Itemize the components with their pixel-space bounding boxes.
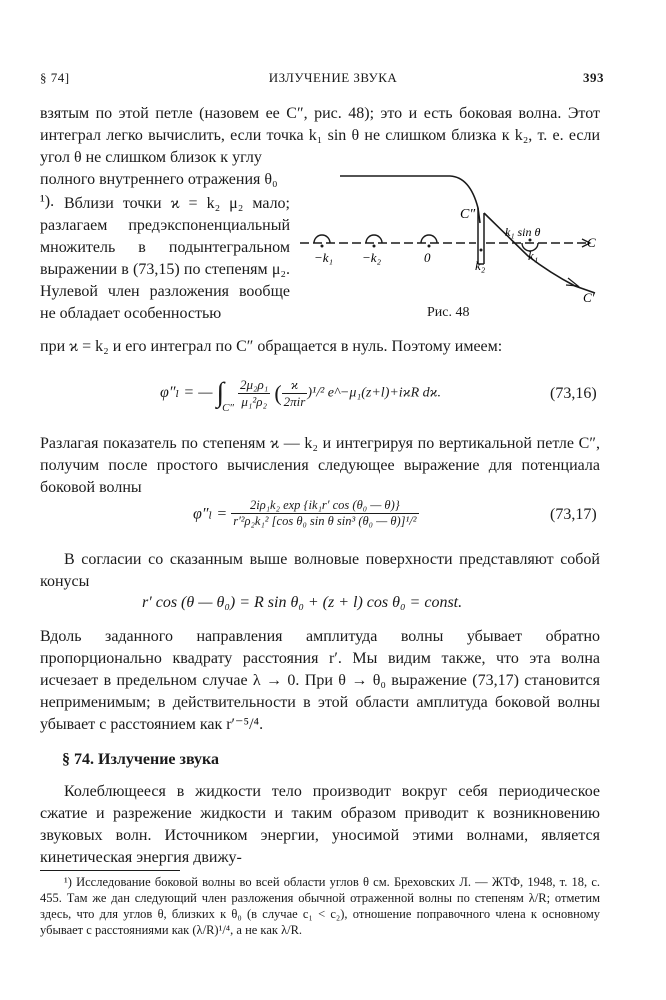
point-zero xyxy=(428,245,431,248)
eq1-paren-open: ( xyxy=(274,380,282,406)
equation-number-73-17: (73,17) xyxy=(550,506,597,523)
point-k2 xyxy=(480,249,483,252)
label-k2: k₂ xyxy=(475,258,486,273)
eq1-frac1 xyxy=(238,377,270,410)
bump-minus-k1 xyxy=(314,235,330,243)
footnote: ¹) Исследование боковой волны во всей области углов θ см. Бреховских Л. — ЖТФ, 1948, т. 18, с. 455. Там же дан следующий член разложения обычной отраженной волны по степеням λ/R; отметим здесь, что для углов θ, близких к θ₀ (в случае c₁ < c₂), отношение поправочного члена к основному убывает с расстояниями как (λ/R)¹/⁴, а не как λ/R. xyxy=(40,875,600,937)
paragraph-3: Разлагая показатель по степеням ϰ — k₂ и интегрируя по вертикальной петле C″, получим после простого вычисления следующее выражение для потенциала боковой волны xyxy=(40,435,600,496)
section-heading: § 74. Излучение звука xyxy=(62,751,220,768)
label-c-double-prime: C″ xyxy=(460,207,476,222)
paragraph-1-end: полного внутреннего отражения θ₀ ¹). xyxy=(40,171,278,210)
eq2-frac xyxy=(231,498,418,529)
equation-cone: r′ cos (θ — θ₀) = R sin θ₀ + (z + l) cos θ₀ = const. xyxy=(142,594,463,611)
eq1-frac2-den: 2πir xyxy=(283,394,306,409)
upper-contour xyxy=(340,176,480,223)
figure-caption: Рис. 48 xyxy=(427,305,470,320)
paragraph-2: при ϰ = k₂ и его интеграл по C″ обращается в нуль. Поэтому имеем: xyxy=(40,338,503,355)
eq1-integral-sub: C″ xyxy=(222,402,235,415)
eq1-tail: )¹/² e^−μ₁(z+l)+iϰR dϰ. xyxy=(307,385,441,401)
label-minus-k1: −k₁ xyxy=(314,250,334,265)
equation-73-17 xyxy=(193,498,419,529)
label-k1-sin-theta: k₁ sin θ xyxy=(505,225,541,239)
eq1-frac1-den: μ₁²ρ₂ xyxy=(241,394,268,409)
eq1-lhs: φ″ₗ = — xyxy=(160,384,213,402)
header-page-number: 393 xyxy=(583,70,604,85)
eq1-frac1-num: 2μ₂ρ₁ xyxy=(240,377,269,392)
eq1-frac2-num: ϰ xyxy=(282,377,308,394)
paragraph-4: В согласии со сказанным выше волновые поверхности представляют собой конусы xyxy=(40,551,600,590)
eq2-denominator: r′²ρ₂k₁² [cos θ₀ sin θ sin³ (θ₀ — θ)]¹/² xyxy=(233,514,417,528)
equation-number-73-16: (73,16) xyxy=(550,385,597,402)
header-section: § 74] xyxy=(40,70,70,85)
paragraph-2-narrow: Вблизи точки ϰ = k₂ μ₂ мало; разлагаем предэкспоненциальный множитель в подынтегральном выражении в (73,15) по степеням μ₂. Нулевой член разложения вообще не обладает особенностью xyxy=(40,195,290,322)
paragraph-1: взятым по этой петле (назовем ее C″, рис. 48); это и есть боковая волна. Этот интеграл легко вычислить, если точка k₁ sin θ не слишком близка к k₂, т. е. если угол θ не слишком близок к углу xyxy=(40,105,600,166)
equation-73-16 xyxy=(160,377,441,414)
bump-minus-k2 xyxy=(366,235,382,243)
footnote-rule xyxy=(40,870,180,871)
eq1-frac2 xyxy=(282,377,308,410)
point-minus-k1 xyxy=(321,245,324,248)
integral-sign: ∫ xyxy=(216,377,225,409)
label-c-right: C xyxy=(587,235,596,250)
label-minus-k2: −k₂ xyxy=(362,250,382,265)
contour-diagram xyxy=(300,168,610,308)
eq2-lhs: φ″ₗ = xyxy=(193,505,228,523)
label-zero: 0 xyxy=(424,250,431,265)
point-minus-k2 xyxy=(373,245,376,248)
label-c-prime: C′ xyxy=(583,290,595,305)
figure-48 xyxy=(300,168,610,308)
bump-zero xyxy=(421,235,437,243)
paragraph-5: Вдоль заданного направления амплитуда волны убывает обратно пропорционально квадрату расстояния r′. Мы видим также, что эта волна исчезает в предельном случае λ → 0. При θ → θ₀ выражение (73,17) становится неприменимым; в действительности в этой области амплитуда боковой волны убывает с расстоянием как r′⁻⁵/⁴. xyxy=(40,628,600,733)
header-title: ИЗЛУЧЕНИЕ ЗВУКА xyxy=(268,70,398,85)
paragraph-6: Колеблющееся в жидкости тело производит вокруг себя периодическое сжатие и разрежение жидкости и таким образом приводит к возникновению звуковых волн. Источником энергии, уносимой этими волнами, является кинетическая энергия движу- xyxy=(40,783,600,866)
label-k1: k₁ xyxy=(528,248,539,263)
eq2-numerator: 2iρ₁k₂ exp {ik₁r′ cos (θ₀ — θ)} xyxy=(231,498,418,514)
